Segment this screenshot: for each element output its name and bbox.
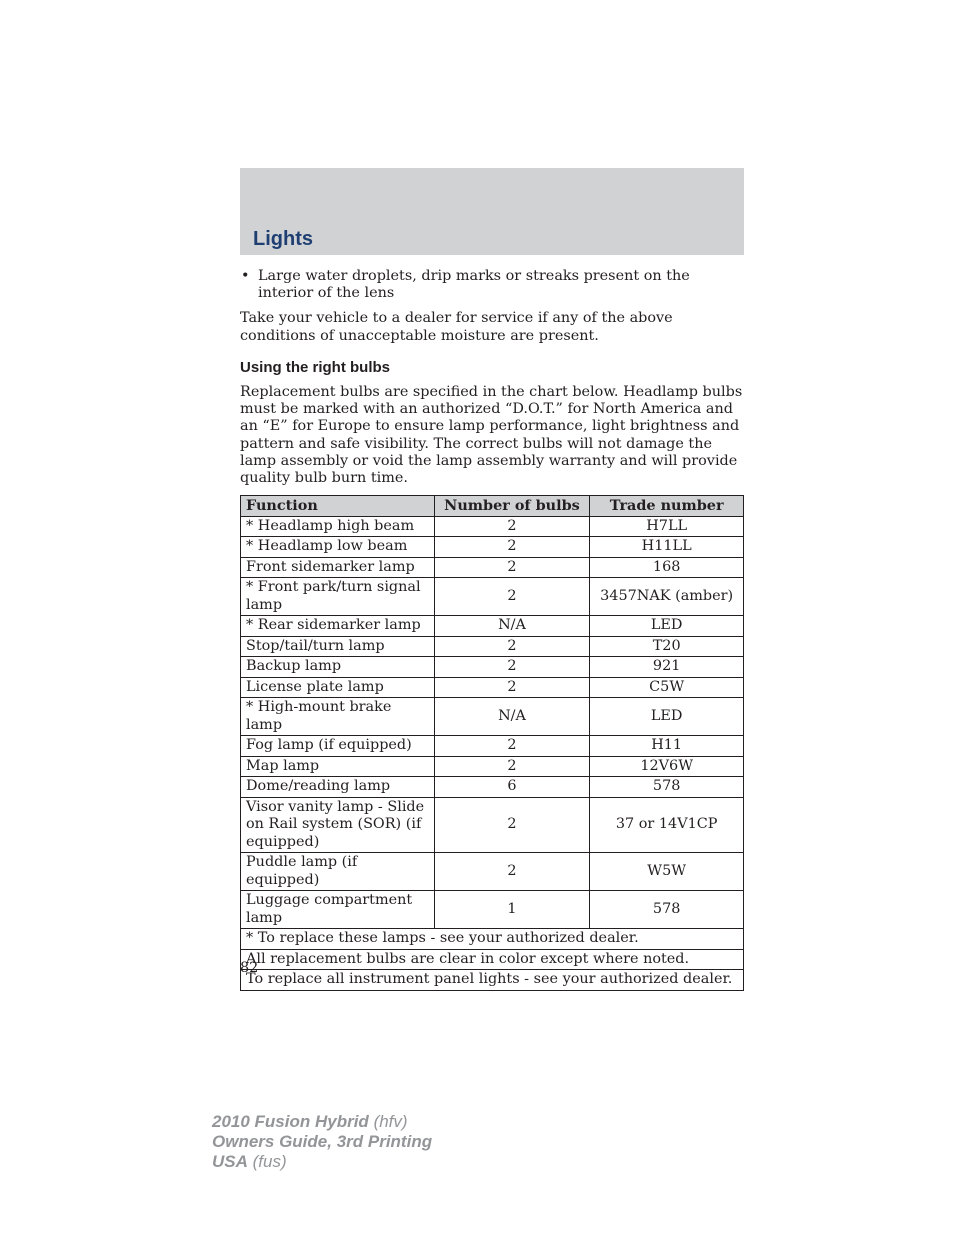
cell-function: * Headlamp low beam bbox=[241, 537, 435, 558]
cell-number-of-bulbs: 2 bbox=[434, 853, 590, 891]
bulb-table bbox=[240, 495, 744, 991]
subheading: Using the right bulbs bbox=[240, 358, 390, 376]
footer-market-code: (fus) bbox=[252, 1152, 287, 1171]
table-row bbox=[241, 557, 744, 578]
table-row bbox=[241, 777, 744, 798]
footer-guide: Owners Guide, 3rd Printing bbox=[212, 1132, 433, 1151]
cell-function: Front sidemarker lamp bbox=[241, 557, 435, 578]
cell-number-of-bulbs: 2 bbox=[434, 736, 590, 757]
cell-function: * Rear sidemarker lamp bbox=[241, 616, 435, 637]
cell-number-of-bulbs: 1 bbox=[434, 891, 590, 929]
table-note-row bbox=[241, 970, 744, 991]
cell-trade-number: H11 bbox=[590, 736, 744, 757]
table-row bbox=[241, 891, 744, 929]
table-note: * To replace these lamps - see your authorized dealer. bbox=[241, 929, 744, 950]
table-row bbox=[241, 698, 744, 736]
cell-function: Fog lamp (if equipped) bbox=[241, 736, 435, 757]
footer-model-code: (hfv) bbox=[373, 1112, 408, 1131]
page-number: 82 bbox=[240, 960, 259, 976]
cell-trade-number: T20 bbox=[590, 636, 744, 657]
table-row bbox=[241, 756, 744, 777]
cell-number-of-bulbs: 2 bbox=[434, 756, 590, 777]
page-content bbox=[240, 268, 744, 991]
table-row bbox=[241, 578, 744, 616]
table-header-row bbox=[241, 496, 744, 517]
cell-function: Visor vanity lamp - Slide on Rail system (SOR) (if equipped) bbox=[241, 797, 435, 853]
cell-number-of-bulbs: 2 bbox=[434, 636, 590, 657]
cell-function: Luggage compartment lamp bbox=[241, 891, 435, 929]
cell-trade-number: LED bbox=[590, 698, 744, 736]
header-trade-number: Trade number bbox=[590, 496, 744, 517]
cell-number-of-bulbs: 2 bbox=[434, 797, 590, 853]
cell-number-of-bulbs: 2 bbox=[434, 657, 590, 678]
table-body bbox=[241, 516, 744, 990]
cell-number-of-bulbs: 2 bbox=[434, 557, 590, 578]
bullet-text: Large water droplets, drip marks or streaks present on the interior of the lens bbox=[258, 268, 690, 302]
cell-number-of-bulbs: N/A bbox=[434, 616, 590, 637]
cell-function: Stop/tail/turn lamp bbox=[241, 636, 435, 657]
cell-trade-number: LED bbox=[590, 616, 744, 637]
header-function: Function bbox=[241, 496, 435, 517]
table-row bbox=[241, 853, 744, 891]
cell-function: Dome/reading lamp bbox=[241, 777, 435, 798]
cell-trade-number: 37 or 14V1CP bbox=[590, 797, 744, 853]
cell-trade-number: 578 bbox=[590, 777, 744, 798]
cell-number-of-bulbs: 2 bbox=[434, 677, 590, 698]
table-row bbox=[241, 636, 744, 657]
cell-function: Backup lamp bbox=[241, 657, 435, 678]
cell-function: Puddle lamp (if equipped) bbox=[241, 853, 435, 891]
table-row bbox=[241, 677, 744, 698]
cell-function: * Headlamp high beam bbox=[241, 516, 435, 537]
table-row bbox=[241, 516, 744, 537]
cell-number-of-bulbs: 2 bbox=[434, 537, 590, 558]
cell-trade-number: C5W bbox=[590, 677, 744, 698]
footer bbox=[212, 1112, 432, 1172]
cell-trade-number: W5W bbox=[590, 853, 744, 891]
cell-trade-number: H11LL bbox=[590, 537, 744, 558]
footer-market: USA bbox=[212, 1152, 248, 1171]
cell-number-of-bulbs: 6 bbox=[434, 777, 590, 798]
table-row bbox=[241, 797, 744, 853]
table-row bbox=[241, 616, 744, 637]
cell-function: * High-mount brake lamp bbox=[241, 698, 435, 736]
cell-function: Map lamp bbox=[241, 756, 435, 777]
cell-number-of-bulbs: 2 bbox=[434, 516, 590, 537]
cell-trade-number: 921 bbox=[590, 657, 744, 678]
table-note-row bbox=[241, 949, 744, 970]
cell-trade-number: 168 bbox=[590, 557, 744, 578]
table-note: To replace all instrument panel lights - see your authorized dealer. bbox=[241, 970, 744, 991]
footer-line-3 bbox=[212, 1152, 432, 1172]
bullet-dot-icon: • bbox=[241, 268, 250, 284]
cell-trade-number: 3457NAK (amber) bbox=[590, 578, 744, 616]
paragraph-dealer-service: Take your vehicle to a dealer for service if any of the above conditions of unacceptable moisture are present. bbox=[240, 310, 673, 344]
footer-line-2 bbox=[212, 1132, 432, 1152]
table-row bbox=[241, 537, 744, 558]
cell-trade-number: 578 bbox=[590, 891, 744, 929]
section-title: Lights bbox=[253, 228, 313, 250]
footer-line-1 bbox=[212, 1112, 432, 1132]
table-row bbox=[241, 736, 744, 757]
section-header-band bbox=[240, 168, 744, 255]
cell-number-of-bulbs: 2 bbox=[434, 578, 590, 616]
cell-trade-number: 12V6W bbox=[590, 756, 744, 777]
table-note-row bbox=[241, 929, 744, 950]
table-row bbox=[241, 657, 744, 678]
cell-number-of-bulbs: N/A bbox=[434, 698, 590, 736]
paragraph-bulb-info: Replacement bulbs are specified in the chart below. Headlamp bulbs must be marked with an authorized “D.O.T.” for North America and an “E” for Europe to ensure lamp performance, light brightness and pattern and safe visibility. The correct bulbs will not damage the lamp assembly or void the lamp assembly warranty and will provide quality bulb burn time. bbox=[240, 384, 743, 487]
bullet-item bbox=[240, 268, 744, 302]
cell-trade-number: H7LL bbox=[590, 516, 744, 537]
cell-function: License plate lamp bbox=[241, 677, 435, 698]
cell-function: * Front park/turn signal lamp bbox=[241, 578, 435, 616]
footer-model: 2010 Fusion Hybrid bbox=[212, 1112, 369, 1131]
header-number-of-bulbs: Number of bulbs bbox=[434, 496, 590, 517]
table-note: All replacement bulbs are clear in color except where noted. bbox=[241, 949, 744, 970]
